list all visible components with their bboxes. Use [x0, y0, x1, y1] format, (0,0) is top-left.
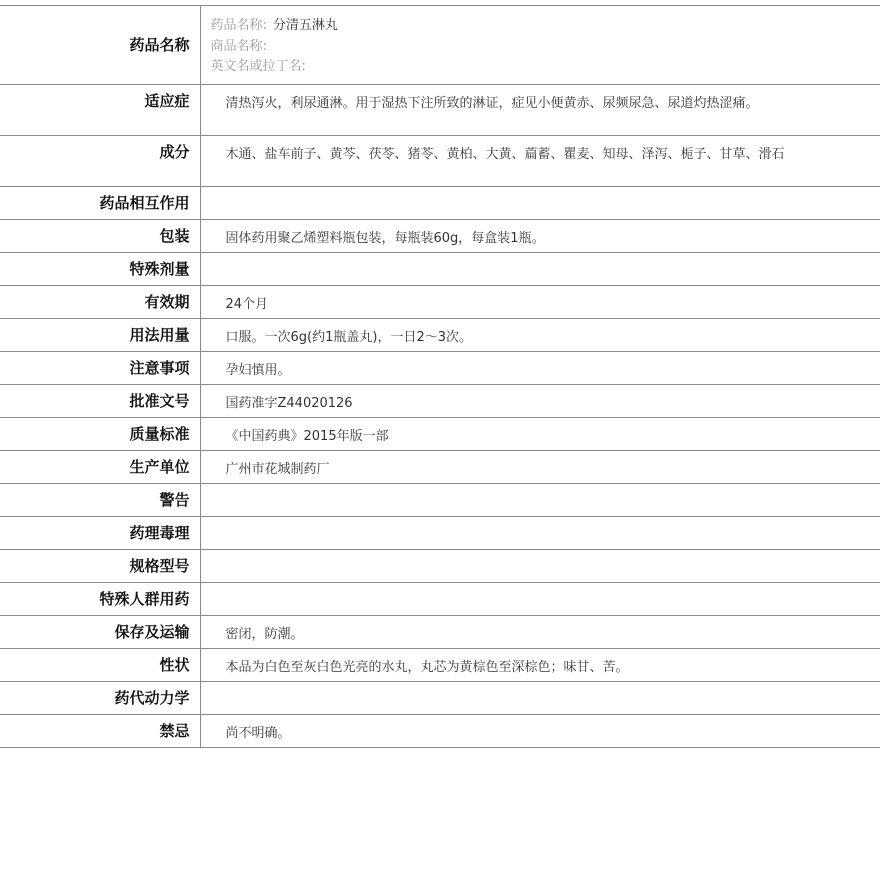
row-contraindications — [0, 715, 880, 748]
label-dosage: 用法用量 — [0, 319, 200, 352]
drug-info-table — [0, 5, 880, 748]
row-special-populations — [0, 583, 880, 616]
label-appearance: 性状 — [0, 649, 200, 682]
row-storage — [0, 616, 880, 649]
value-pharmacology — [200, 517, 880, 550]
value-drug-name — [200, 6, 880, 85]
row-packaging — [0, 220, 880, 253]
value-precautions: 孕妇慎用。 — [200, 352, 880, 385]
label-shelf-life: 有效期 — [0, 286, 200, 319]
value-special-populations — [200, 583, 880, 616]
label-specification: 规格型号 — [0, 550, 200, 583]
row-pharmacology — [0, 517, 880, 550]
row-drug-name — [0, 6, 880, 85]
row-approval-number — [0, 385, 880, 418]
value-ingredients: 木通、盐车前子、黄芩、茯苓、猪苓、黄柏、大黄、萹蓄、瞿麦、知母、泽泻、栀子、甘草、滑石 — [200, 136, 880, 187]
label-quality-standard: 质量标准 — [0, 418, 200, 451]
value-packaging: 固体药用聚乙烯塑料瓶包装，每瓶装60g，每盒装1瓶。 — [200, 220, 880, 253]
generic-name-value: 分清五淋丸 — [272, 18, 338, 33]
row-shelf-life — [0, 286, 880, 319]
row-dosage — [0, 319, 880, 352]
trade-name-label: 商品名称: — [210, 38, 267, 54]
label-special-populations: 特殊人群用药 — [0, 583, 200, 616]
value-appearance: 本品为白色至灰白色光亮的水丸，丸芯为黄棕色至深棕色；味甘、苦。 — [200, 649, 880, 682]
value-manufacturer: 广州市花城制药厂 — [200, 451, 880, 484]
english-name-line — [211, 57, 871, 78]
label-pharmacokinetics: 药代动力学 — [0, 682, 200, 715]
row-indications — [0, 85, 880, 136]
value-warning — [200, 484, 880, 517]
label-precautions: 注意事项 — [0, 352, 200, 385]
row-appearance — [0, 649, 880, 682]
row-manufacturer — [0, 451, 880, 484]
row-pharmacokinetics — [0, 682, 880, 715]
value-specification — [200, 550, 880, 583]
label-drug-interactions: 药品相互作用 — [0, 187, 200, 220]
value-indications: 清热泻火，利尿通淋。用于湿热下注所致的淋证，症见小便黄赤、尿频尿急、尿道灼热涩痛。 — [200, 85, 880, 136]
row-precautions — [0, 352, 880, 385]
row-ingredients — [0, 136, 880, 187]
label-manufacturer: 生产单位 — [0, 451, 200, 484]
generic-name-label: 药品名称: — [210, 18, 267, 33]
value-drug-interactions — [200, 187, 880, 220]
value-contraindications: 尚不明确。 — [200, 715, 880, 748]
trade-name-line — [211, 37, 871, 58]
label-warning: 警告 — [0, 484, 200, 517]
label-pharmacology: 药理毒理 — [0, 517, 200, 550]
value-special-dosage — [200, 253, 880, 286]
label-contraindications: 禁忌 — [0, 715, 200, 748]
value-pharmacokinetics — [200, 682, 880, 715]
value-approval-number: 国药准字Z44020126 — [200, 385, 880, 418]
generic-name-line — [211, 16, 871, 37]
row-drug-interactions — [0, 187, 880, 220]
value-shelf-life: 24个月 — [200, 286, 880, 319]
label-ingredients: 成分 — [0, 136, 200, 187]
value-dosage: 口服。一次6g(约1瓶盖丸)，一日2～3次。 — [200, 319, 880, 352]
row-specification — [0, 550, 880, 583]
label-approval-number: 批准文号 — [0, 385, 200, 418]
row-special-dosage — [0, 253, 880, 286]
value-storage: 密闭，防潮。 — [200, 616, 880, 649]
label-storage: 保存及运输 — [0, 616, 200, 649]
english-name-label: 英文名或拉丁名: — [210, 59, 306, 74]
label-indications: 适应症 — [0, 85, 200, 136]
label-packaging: 包装 — [0, 220, 200, 253]
row-quality-standard — [0, 418, 880, 451]
row-warning — [0, 484, 880, 517]
label-drug-name: 药品名称 — [0, 6, 200, 85]
label-special-dosage: 特殊剂量 — [0, 253, 200, 286]
value-quality-standard: 《中国药典》2015年版一部 — [200, 418, 880, 451]
